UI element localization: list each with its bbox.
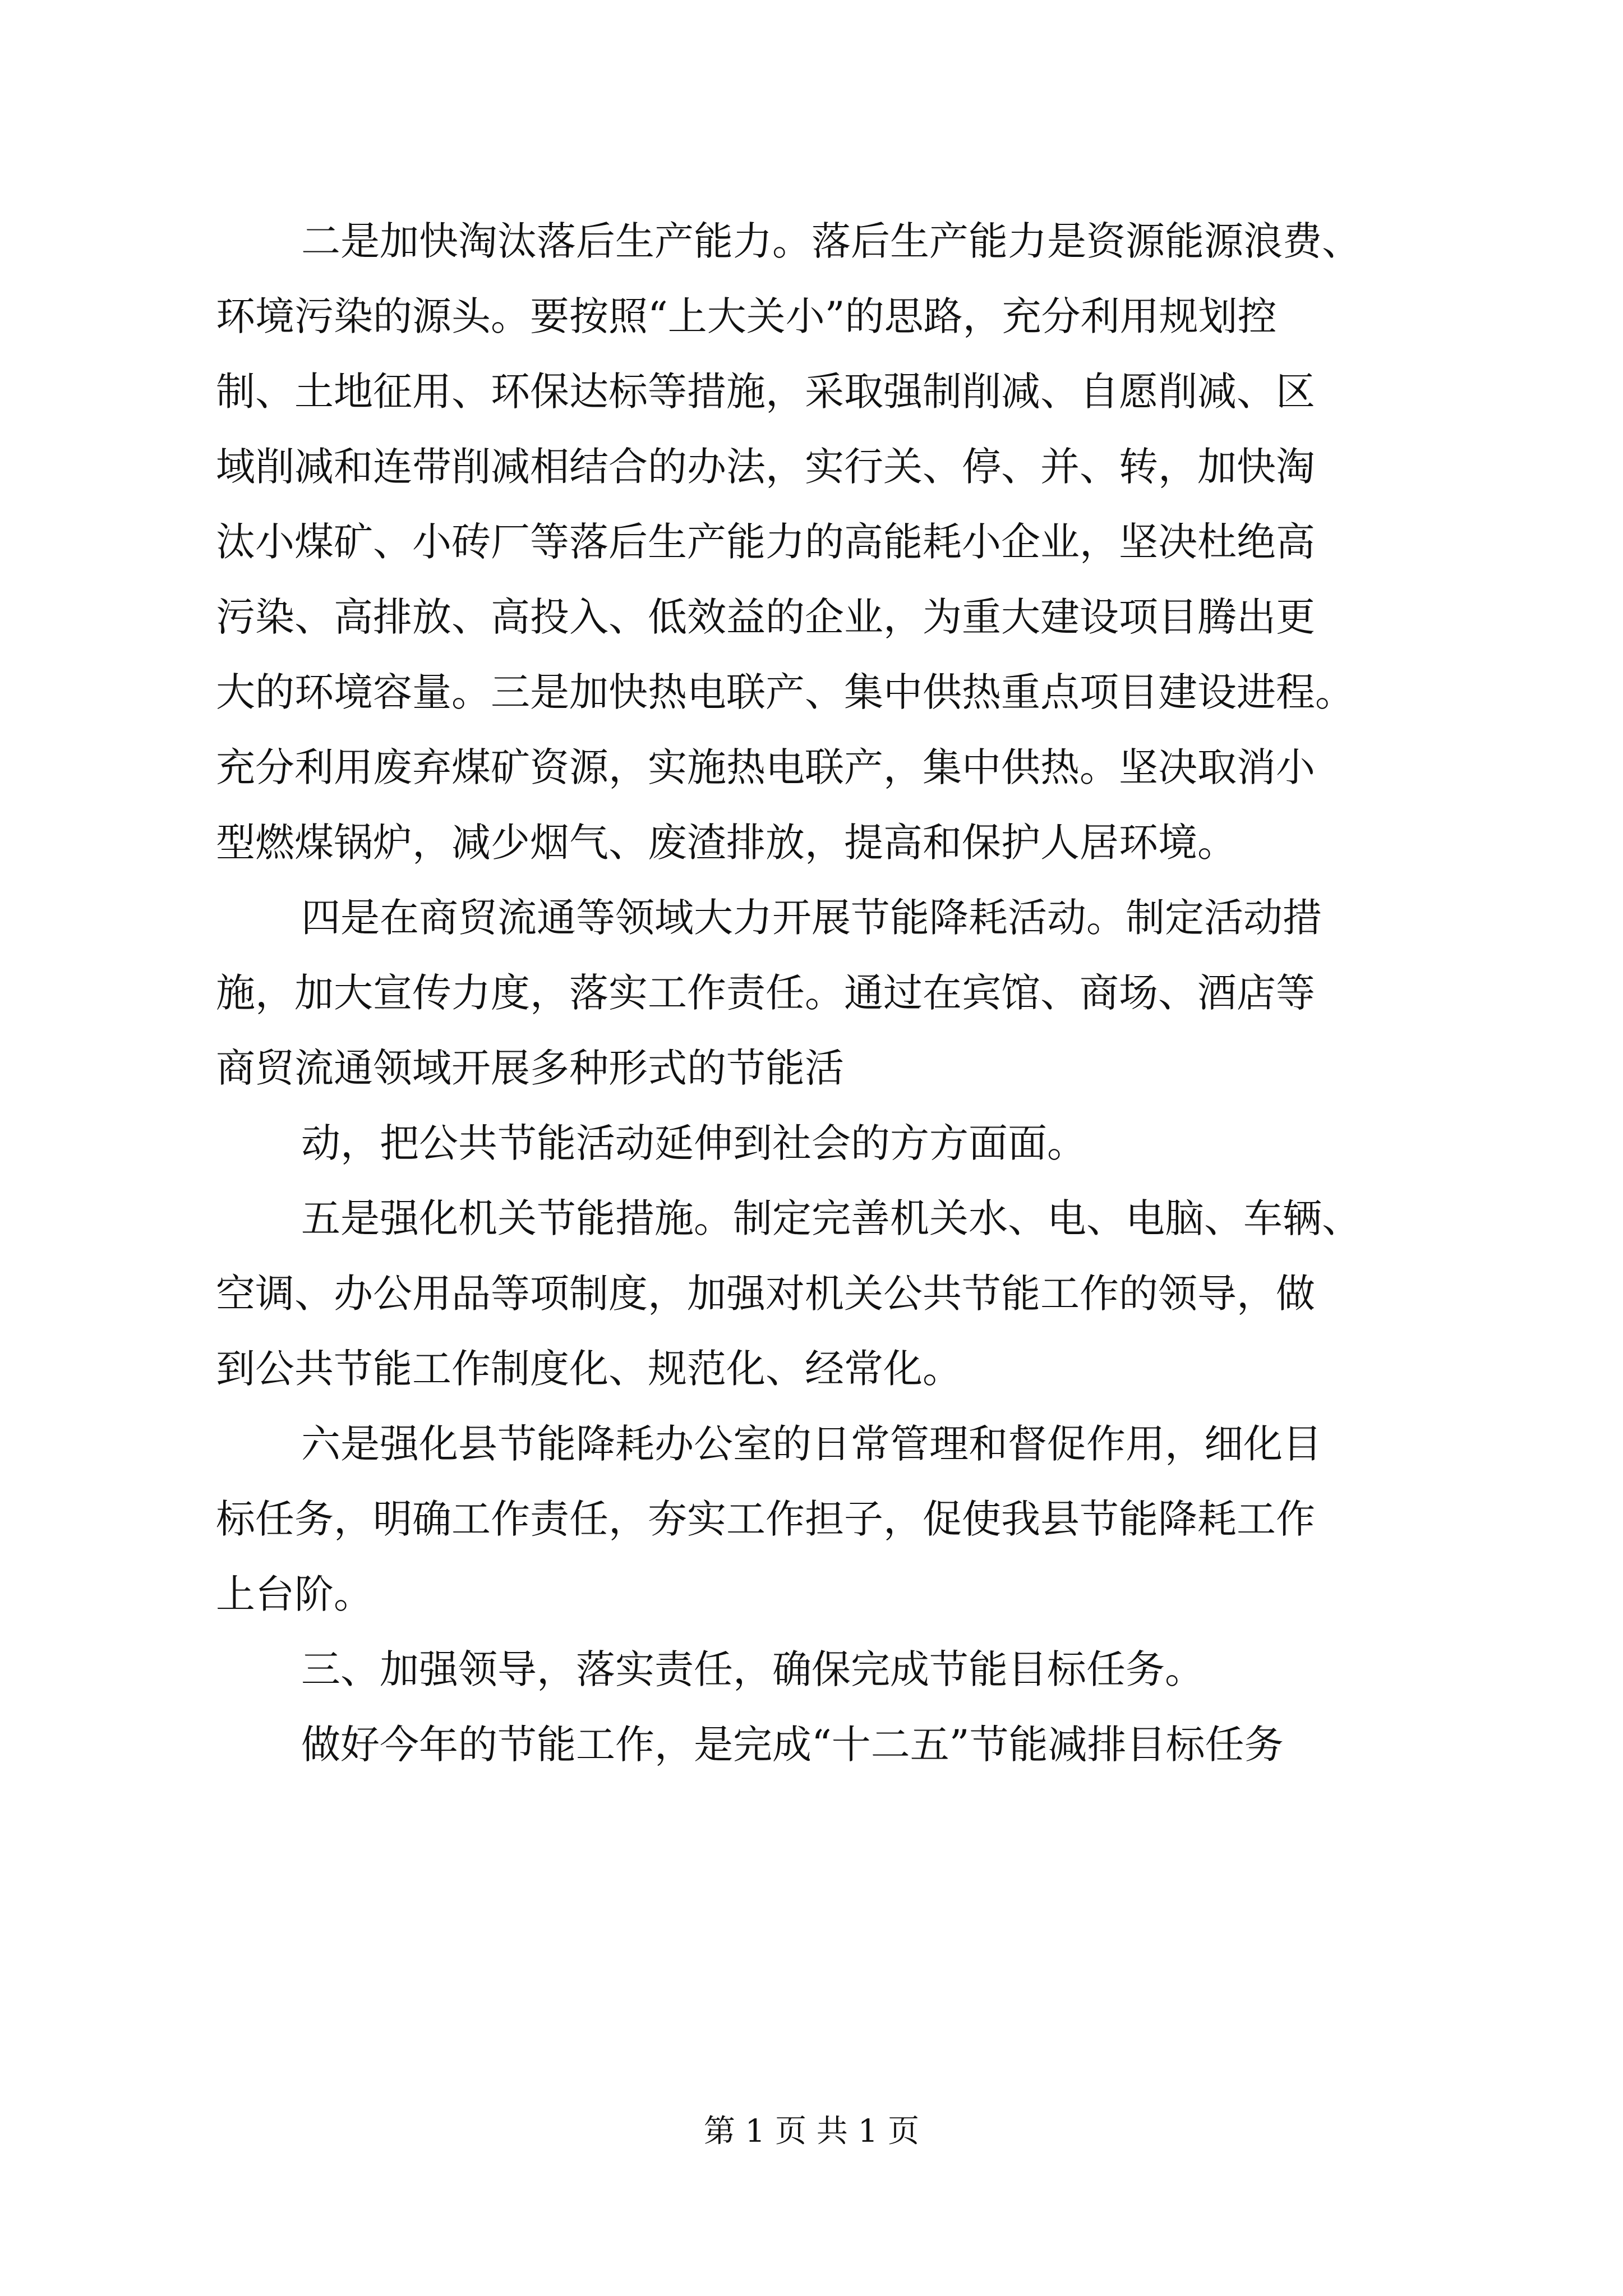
paragraph-line: 污染、高排放、高投入、低效益的企业，为重大建设项目腾出更 [216, 594, 1315, 640]
paragraph-line: 做好今年的节能工作，是完成“十二五”节能减排目标任务 [301, 1722, 1284, 1768]
paragraph-line: 到公共节能工作制度化、规范化、经常化。 [216, 1346, 962, 1392]
paragraph-line: 充分利用废弃煤矿资源，实施热电联产，集中供热。坚决取消小 [216, 744, 1315, 790]
paragraph-line: 空调、办公用品等项制度，加强对机关公共节能工作的领导，做 [216, 1271, 1315, 1317]
paragraph-line: 上台阶。 [216, 1571, 373, 1617]
paragraph-line: 四是在商贸流通等领域大力开展节能降耗活动。制定活动措 [301, 895, 1322, 941]
paragraph-line: 大的环境容量。三是加快热电联产、集中供热重点项目建设进程。 [216, 669, 1354, 715]
section-heading: 三、加强领导，落实责任，确保完成节能目标任务。 [301, 1646, 1204, 1692]
paragraph-line: 汰小煤矿、小砖厂等落后生产能力的高能耗小企业，坚决杜绝高 [216, 519, 1315, 565]
paragraph-line: 六是强化县节能降耗办公室的日常管理和督促作用，细化目 [301, 1421, 1322, 1467]
paragraph-line: 标任务，明确工作责任，夯实工作担子，促使我县节能降耗工作 [216, 1496, 1315, 1542]
paragraph-line: 商贸流通领域开展多种形式的节能活 [216, 1045, 844, 1091]
paragraph-line: 域削减和连带削减相结合的办法，实行关、停、并、转，加快淘 [216, 444, 1315, 490]
paragraph-line: 动，把公共节能活动延伸到社会的方方面面。 [301, 1120, 1086, 1166]
paragraph-line: 型燃煤锅炉，减少烟气、废渣排放，提高和保护人居环境。 [216, 820, 1237, 866]
paragraph-line: 制、土地征用、环保达标等措施，采取强制削减、自愿削减、区 [216, 369, 1315, 415]
paragraph-line: 二是加快淘汰落后生产能力。落后生产能力是资源能源浪费、 [301, 218, 1361, 264]
paragraph-line: 环境污染的源头。要按照“上大关小”的思路，充分利用规划控 [216, 293, 1277, 339]
paragraph-line: 施，加大宣传力度，落实工作责任。通过在宾馆、商场、酒店等 [216, 970, 1315, 1016]
paragraph-line: 五是强化机关节能措施。制定完善机关水、电、电脑、车辆、 [301, 1195, 1361, 1241]
page-number-footer: 第 1 页 共 1 页 [703, 2113, 920, 2150]
